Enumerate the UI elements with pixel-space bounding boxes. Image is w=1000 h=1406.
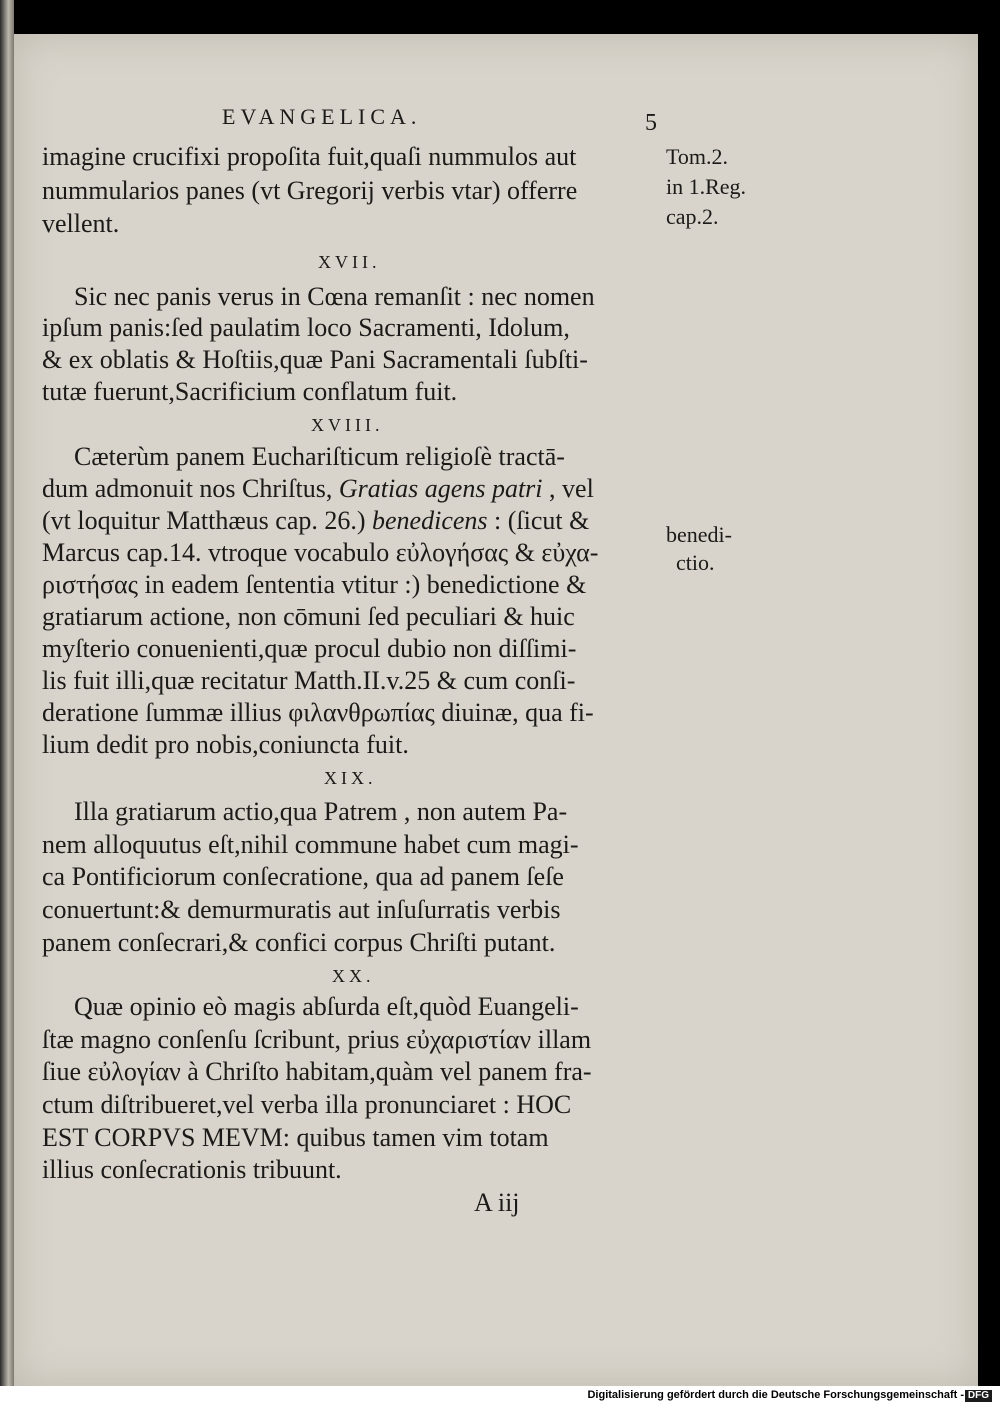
italic-phrase: benedicens bbox=[372, 506, 488, 535]
margin-note: ctio. bbox=[676, 550, 715, 575]
margin-note: in 1.Reg. bbox=[666, 174, 747, 199]
section-numeral: XVII. bbox=[318, 252, 381, 272]
section-numeral: XX. bbox=[332, 966, 375, 986]
text-line: nummularios panes (vt Gregorij verbis vtar) offerre bbox=[42, 176, 578, 205]
margin-note: cap.2. bbox=[666, 204, 719, 229]
text-line: Marcus cap.14. vtroque vocabulo εὐλογήσας & εὐχα- bbox=[42, 538, 599, 567]
text-line: nem alloquutus eſt,nihil commune habet cum magi- bbox=[42, 830, 579, 859]
text-segment: dum admonuit nos Chriſtus, bbox=[42, 474, 333, 503]
text-segment: : (ſicut & bbox=[494, 506, 590, 535]
text-line: panem conſecrari,& confici corpus Chriſti putant. bbox=[42, 928, 556, 957]
page-number: 5 bbox=[645, 110, 657, 136]
text-line: ſiue εὐλογίαν à Chriſto habitam,quàm vel panem fra- bbox=[42, 1057, 592, 1086]
running-title: EVANGELICA. bbox=[222, 104, 422, 129]
footer-credit: Digitalisierung gefördert durch die Deutsche Forschungsgemeinschaft - bbox=[587, 1389, 964, 1401]
margin-note: benedi- bbox=[666, 522, 732, 547]
text-line bbox=[42, 506, 589, 536]
text-line: tutæ fuerunt,Sacrificium conflatum fuit. bbox=[42, 377, 458, 406]
signature-mark: A iij bbox=[474, 1188, 520, 1217]
text-line: imagine crucifixi propoſita fuit,quaſi nummulos aut bbox=[42, 142, 577, 171]
text-line: conuertunt:& demurmuratis aut inſuſurratis verbis bbox=[42, 895, 561, 924]
italic-phrase: Gratias agens patri bbox=[338, 474, 543, 503]
text-line: myſterio conuenienti,quæ procul dubio non diſſimi- bbox=[42, 634, 577, 663]
text-line: ριστήσας in eadem ſententia vtitur :) benedictione & bbox=[42, 570, 587, 599]
text-line: illius conſecrationis tribuunt. bbox=[42, 1155, 342, 1184]
text-line: & ex oblatis & Hoſtiis,quæ Pani Sacramentali ſubſti- bbox=[42, 345, 588, 374]
margin-note: Tom.2. bbox=[666, 144, 729, 169]
text-line: gratiarum actione, non cōmuni ſed peculiari & huic bbox=[42, 602, 575, 631]
text-line: lis fuit illi,quæ recitatur Matth.II.v.25 & cum conſi- bbox=[42, 666, 576, 695]
dfg-logo: DFG bbox=[965, 1390, 992, 1402]
text-line bbox=[42, 474, 594, 504]
text-line: vellent. bbox=[42, 209, 120, 238]
text-line: ſtæ magno conſenſu ſcribunt, prius εὐχαριστίαν illam bbox=[42, 1025, 592, 1054]
text-line: Cæterùm panem Euchariſticum religioſè tractā- bbox=[74, 442, 565, 471]
text-line: ipſum panis:ſed paulatim loco Sacramenti, Idolum, bbox=[42, 313, 570, 342]
text-line: ca Pontificiorum conſecratione, qua ad panem ſeſe bbox=[42, 862, 564, 891]
section-numeral: XIX. bbox=[324, 768, 377, 788]
text-line: deratione ſummæ illius φιλανθρωπίας diuinæ, qua fi- bbox=[42, 698, 594, 727]
text-line: ctum diſtribueret,vel verba illa pronunciaret : HOC bbox=[42, 1090, 572, 1119]
text-line: lium dedit pro nobis,coniuncta fuit. bbox=[42, 730, 409, 759]
text-segment: (vt loquitur Matthæus cap. 26.) bbox=[42, 506, 366, 535]
text-line: EST CORPVS MEVM: quibus tamen vim totam bbox=[42, 1123, 549, 1152]
text-line: Sic nec panis verus in Cœna remanſit : nec nomen bbox=[74, 282, 595, 311]
section-numeral: XVIII. bbox=[311, 415, 384, 435]
text-segment: , vel bbox=[549, 474, 594, 503]
text-line: Illa gratiarum actio,qua Patrem , non autem Pa- bbox=[74, 797, 568, 826]
book-edge bbox=[0, 0, 14, 1390]
text-line: Quæ opinio eò magis abſurda eſt,quòd Euangeli- bbox=[74, 992, 579, 1021]
